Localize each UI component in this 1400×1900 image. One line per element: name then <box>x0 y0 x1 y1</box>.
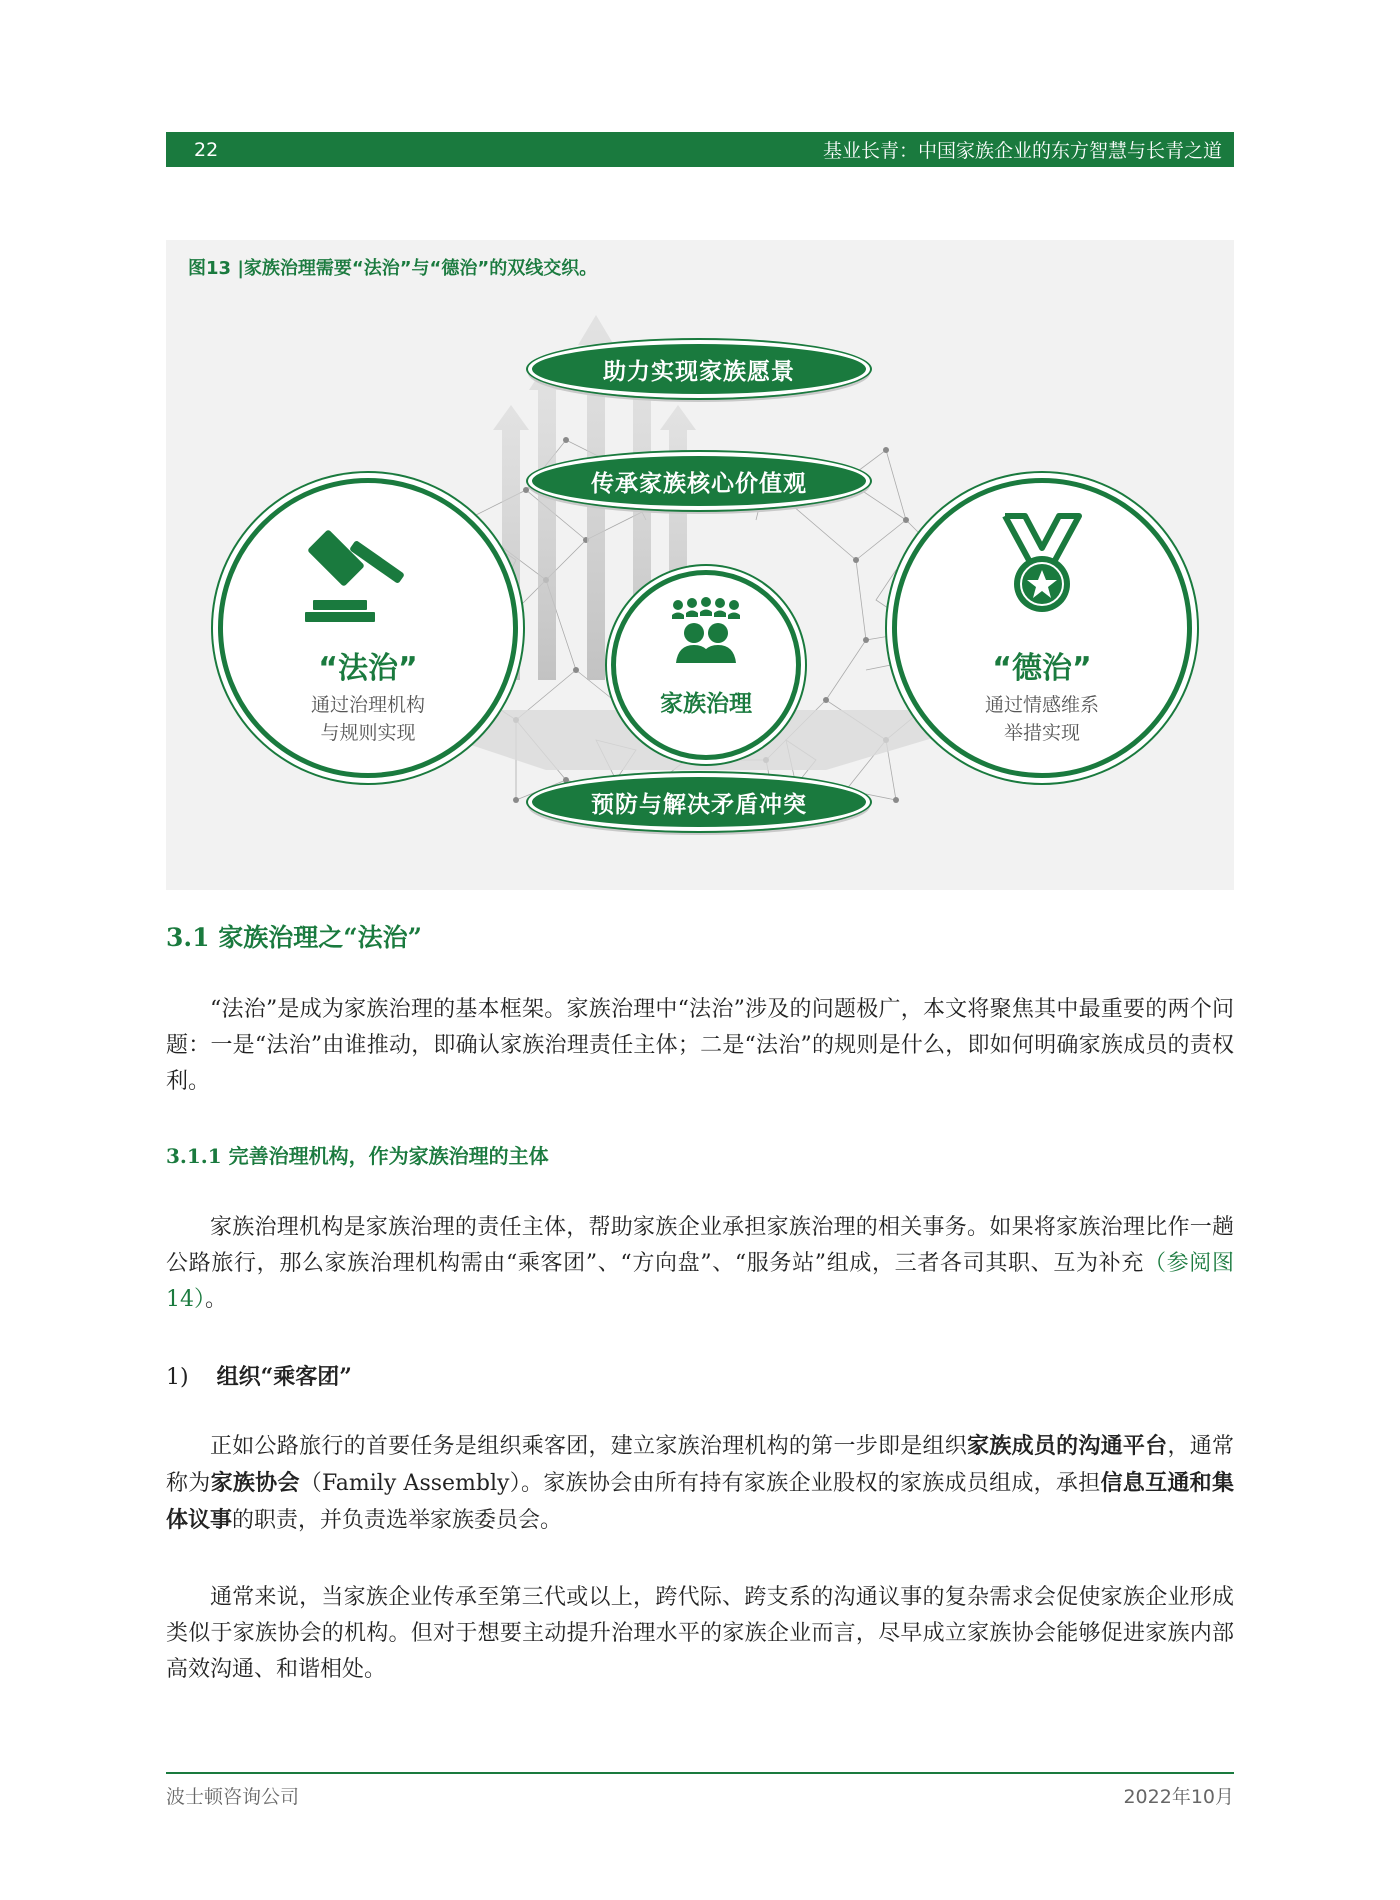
center-label: 家族治理 <box>660 691 752 717</box>
subsection-title: 3.1.1 完善治理机构，作为家族治理的主体 <box>166 1144 549 1168</box>
para2-text-2: ，通常称为 <box>166 1434 1234 1496</box>
subsection-paragraph <box>166 1210 1234 1318</box>
para2-text-3: （Family Assembly）。家族协会由所有持有家族企业股权的家族成员组成，承担 <box>299 1471 1101 1496</box>
list-item-number: 1) <box>166 1365 189 1390</box>
subsection-paragraph-text: 家族治理机构是家族治理的责任主体，帮助家族企业承担家族治理的相关事务。如果将家族治理比作一趟公路旅行，那么家族治理机构需由“乘客团”、“方向盘”、“服务站”组成，三者各司其职、互为补充 <box>166 1215 1234 1276</box>
gavel-icon <box>303 518 423 628</box>
footer-company: 波士顿咨询公司 <box>166 1786 300 1808</box>
para2-bold-2: 家族协会 <box>210 1470 300 1496</box>
subsection-paragraph-end: 。 <box>205 1287 228 1312</box>
figure-14-reference[interactable]: （参阅图14） <box>166 1251 1234 1312</box>
list-item-heading <box>166 1360 352 1391</box>
section-paragraph: “法治”是成为家族治理的基本框架。家族治理中“法治”涉及的问题极广，本文将聚焦其中最重要的两个问题：一是“法治”由谁推动，即确认家族治理责任主体；二是“法治”的规则是什么，即如何明确家族成员的责权利。 <box>166 997 1234 1094</box>
rule-of-virtue-desc-line2: 举措实现 <box>1003 722 1080 744</box>
rule-of-virtue-desc-line1: 通过情感维系 <box>984 694 1099 716</box>
page-header-bar <box>166 132 1234 167</box>
figure-13 <box>166 240 1234 890</box>
passenger-group-paragraph <box>166 1428 1234 1539</box>
list-item-title: 组织“乘客团” <box>216 1364 352 1390</box>
para2-text-1: 正如公路旅行的首要任务是组织乘客团，建立家族治理机构的第一步即是组织 <box>210 1434 968 1459</box>
para2-bold-1: 家族成员的沟通平台 <box>967 1433 1168 1459</box>
rule-of-virtue-circle <box>892 478 1192 778</box>
para2-text-4: 的职责，并负责选举家族委员会。 <box>232 1508 563 1533</box>
medal-icon <box>997 508 1087 618</box>
footer-date: 2022年10月 <box>1123 1786 1234 1808</box>
family-group-icon <box>664 597 748 665</box>
para2-bold-3: 信息互通和集体议事 <box>166 1470 1234 1533</box>
pill-core-values: 传承家族核心价值观 <box>528 452 870 510</box>
book-title: 基业长青：中国家族企业的东方智慧与长青之道 <box>822 140 1222 162</box>
figure-caption: 图13 |家族治理需要“法治”与“德治”的双线交织。 <box>188 258 598 279</box>
rule-of-law-title: “法治” <box>318 651 418 686</box>
rule-of-virtue-title: “德治” <box>992 651 1092 686</box>
family-governance-circle <box>611 570 801 760</box>
footer-divider <box>166 1772 1234 1774</box>
pill-family-vision: 助力实现家族愿景 <box>528 340 870 398</box>
page-number: 22 <box>194 138 219 161</box>
rule-of-law-desc-line1: 通过治理机构 <box>310 694 425 716</box>
section-title: 3.1 家族治理之“法治” <box>166 923 422 952</box>
pill-conflict-resolution: 预防与解决矛盾冲突 <box>528 773 870 831</box>
family-assembly-paragraph: 通常来说，当家族企业传承至第三代或以上，跨代际、跨支系的沟通议事的复杂需求会促使家族企业形成类似于家族协会的机构。但对于想要主动提升治理水平的家族企业而言，尽早成立家族协会能够促进家族内部高效沟通、和谐相处。 <box>166 1585 1234 1682</box>
rule-of-law-desc-line2: 与规则实现 <box>320 722 416 744</box>
rule-of-law-circle <box>218 478 518 778</box>
